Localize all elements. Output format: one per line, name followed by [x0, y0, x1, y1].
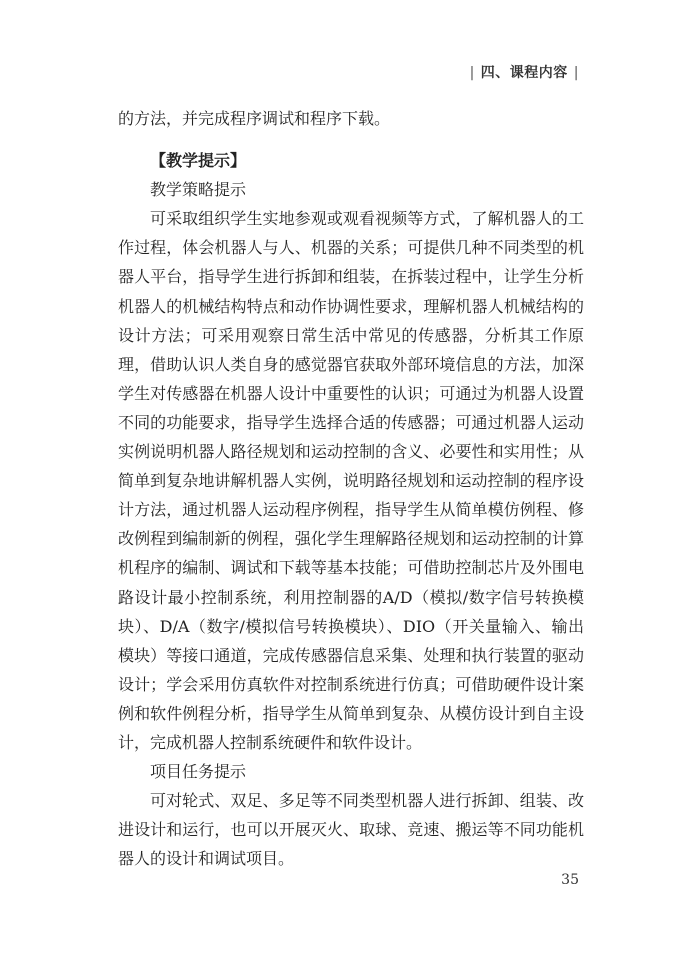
- strategy-paragraph: 可采取组织学生实地参观或观看视频等方式，了解机器人的工作过程，体会机器人与人、机器的关系；可提供几种不同类型的机器人平台，指导学生进行拆卸和组装，在拆装过程中，让学生分析机器人的机械结构特点和动作协调性要求，理解机器人机械结构的设计方法；可采用观察日常生活中常见的传感器，分析其工作原理，借助认识人类自身的感觉器官获取外部环境信息的方法，加深学生对传感器在机器人设计中重要性的认识；可通过为机器人设置不同的功能要求，指导学生选择合适的传感器；可通过机器人运动实例说明机器人路径规划和运动控制的含义、必要性和实用性；从简单到复杂地讲解机器人实例，说明路径规划和运动控制的程序设计方法，通过机器人运动程序例程，指导学生从简单模仿例程、修改例程到编制新的例程，强化学生理解路径规划和运动控制的计算机程序的编制、调试和下载等基本技能；可借助控制芯片及外围电路设计最小控制系统，利用控制器的A/D（模拟/数字信号转换模块）、D/A（数字/模拟信号转换模块）、DIO（开关量输入、输出模块）等接口通道，完成传感器信息采集、处理和执行装置的驱动设计；学会采用仿真软件对控制系统进行仿真；可借助硬件设计案例和软件例程分析，指导学生从简单到复杂、从模仿设计到自主设计，完成机器人控制系统硬件和软件设计。: [118, 209, 584, 752]
- task-paragraph: 可对轮式、双足、多足等不同类型机器人进行拆卸、组装、改进设计和运行，也可以开展灭火、取球、竞速、搬运等不同功能机器人的设计和调试项目。: [118, 791, 584, 869]
- task-subheading: 项目任务提示: [150, 762, 247, 782]
- strategy-subheading: 教学策略提示: [150, 180, 247, 200]
- header-divider-left: |: [469, 65, 475, 81]
- page-body: [118, 104, 584, 873]
- running-header: [464, 62, 585, 82]
- page-number: 35: [561, 872, 579, 888]
- header-section-title: 四、课程内容: [480, 65, 568, 81]
- continuation-paragraph: 的方法，并完成程序调试和程序下载。: [118, 109, 391, 128]
- header-divider-right: |: [573, 65, 579, 81]
- section-heading: 【教学提示】: [150, 151, 247, 171]
